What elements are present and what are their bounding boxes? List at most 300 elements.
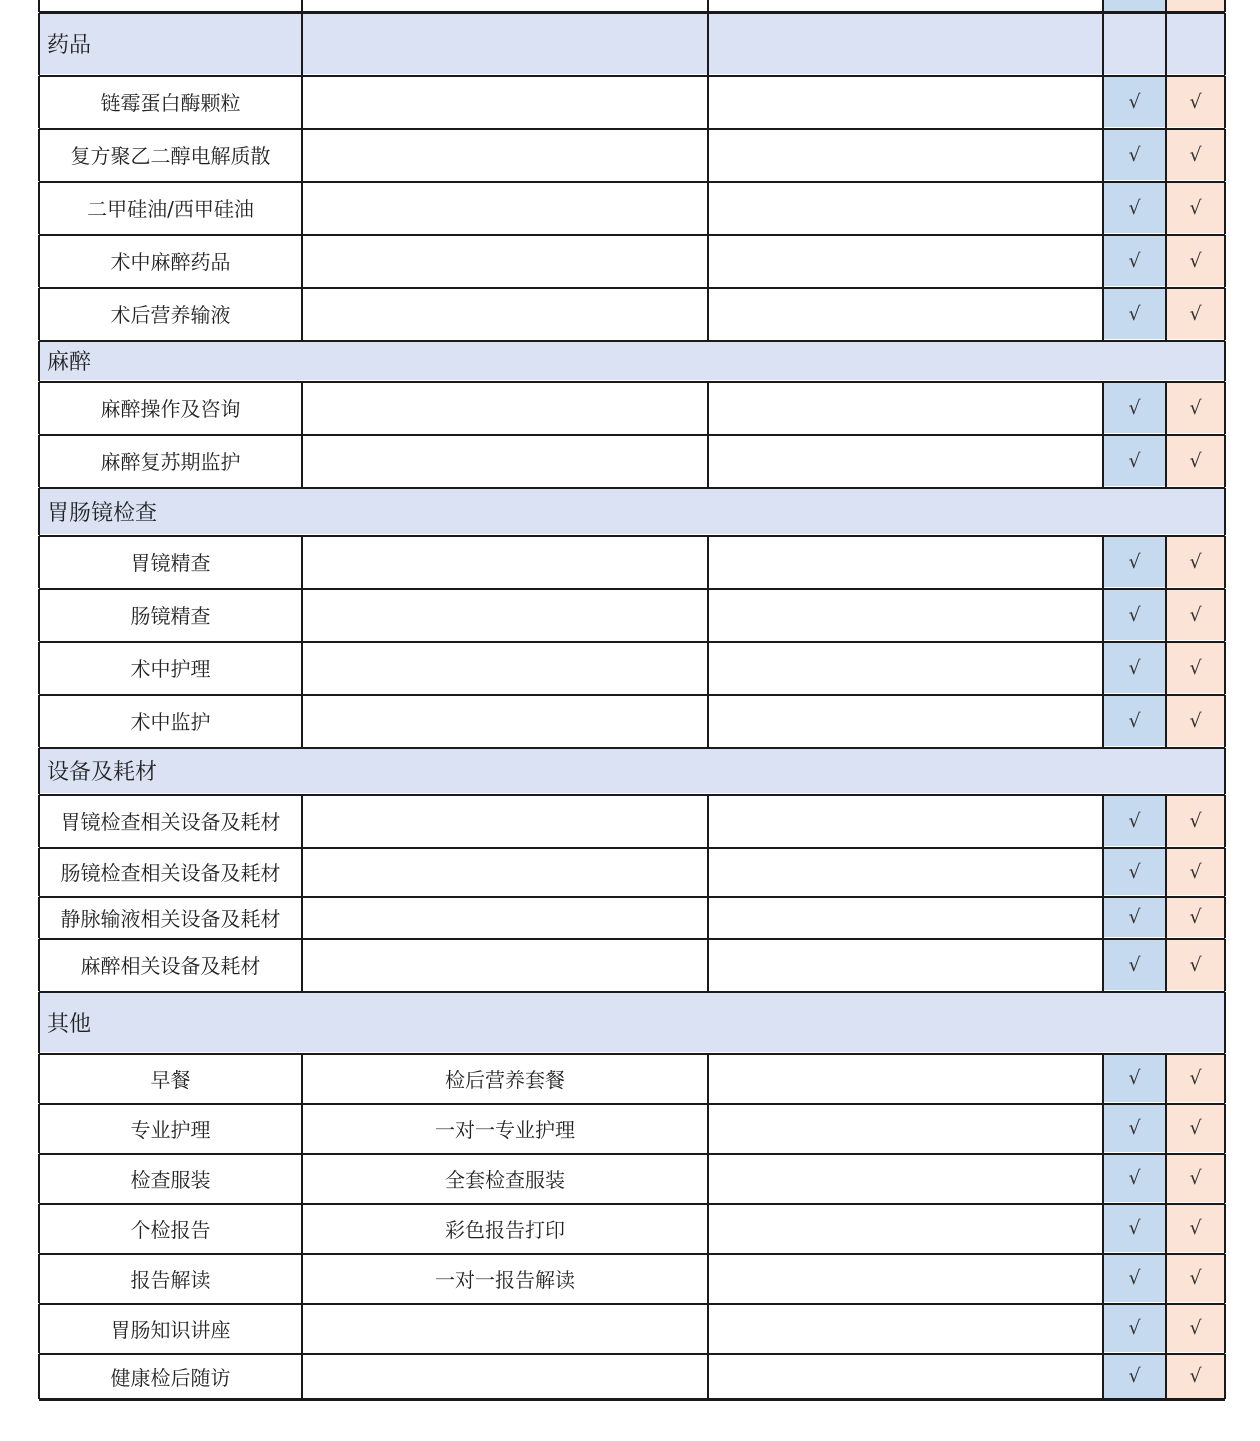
- table-divider: [39, 1203, 1225, 1205]
- table-divider: [301, 435, 303, 487]
- table-divider: [38, 1154, 40, 1203]
- table-divider: [707, 848, 709, 896]
- table-divider: [1165, 589, 1167, 641]
- table-divider: [1224, 1254, 1226, 1303]
- section-title: 设备及耗材: [47, 760, 158, 785]
- table-divider: [39, 11, 1225, 13]
- table-divider: [1224, 13, 1226, 75]
- service-note: [708, 235, 1103, 286]
- service-note: [708, 589, 1103, 640]
- table-row: [39, 1154, 1225, 1202]
- table-divider: [1102, 795, 1104, 847]
- table-divider: [1102, 1354, 1104, 1399]
- plan-b-check: √: [1166, 288, 1225, 339]
- service-note: [708, 1154, 1103, 1202]
- table-divider: [301, 695, 303, 747]
- table-row: [39, 76, 1225, 127]
- plan-b-check: √: [1166, 76, 1225, 127]
- service-item: 麻醉相关设备及耗材: [80, 954, 261, 978]
- table-divider: [38, 1104, 40, 1153]
- table-divider: [1102, 288, 1104, 340]
- table-divider: [1102, 129, 1104, 181]
- table-divider: [1165, 129, 1167, 181]
- table-divider: [39, 487, 1225, 489]
- table-divider: [39, 1153, 1225, 1155]
- table-divider: [1165, 1354, 1167, 1399]
- table-divider: [1224, 1304, 1226, 1353]
- table-row: [39, 939, 1225, 990]
- table-divider: [1224, 589, 1226, 641]
- table-divider: [39, 287, 1225, 289]
- table-divider: [1165, 1104, 1167, 1153]
- service-detail: [302, 1354, 708, 1398]
- table-divider: [1102, 1054, 1104, 1103]
- section-title: 其他: [47, 1011, 92, 1037]
- table-divider: [38, 435, 40, 487]
- service-detail: 一对一专业护理: [435, 1117, 575, 1142]
- table-divider: [301, 589, 303, 641]
- plan-a-check: √: [1103, 848, 1166, 895]
- plan-b-check: √: [1166, 1104, 1225, 1152]
- plan-b-check: √: [1166, 897, 1225, 937]
- table-row: [39, 1254, 1225, 1302]
- service-item: 胃镜检查相关设备及耗材: [60, 810, 281, 834]
- table-divider: [707, 939, 709, 991]
- plan-a-check: √: [1103, 642, 1166, 693]
- table-divider: [707, 1154, 709, 1203]
- plan-a-check: √: [1103, 1104, 1166, 1152]
- plan-a-check: √: [1103, 382, 1166, 433]
- table-divider: [1102, 642, 1104, 694]
- table-divider: [1102, 589, 1104, 641]
- table-divider: [1224, 939, 1226, 991]
- table-divider: [707, 642, 709, 694]
- table-divider: [1165, 382, 1167, 434]
- table-divider: [1165, 1054, 1167, 1103]
- service-item: 健康检后随访: [110, 1365, 231, 1390]
- service-note: [708, 897, 1103, 937]
- service-note: [708, 848, 1103, 895]
- table-divider: [1224, 288, 1226, 340]
- service-item: 个检报告: [130, 1217, 211, 1242]
- plan-a-check: √: [1103, 1254, 1166, 1302]
- service-detail: [302, 589, 708, 640]
- service-detail: 一对一报告解读: [435, 1267, 575, 1292]
- service-item: 早餐: [150, 1067, 191, 1092]
- section-title: 药品: [47, 33, 92, 58]
- plan-b-check: √: [1166, 939, 1225, 990]
- table-divider: [301, 76, 303, 128]
- table-divider: [301, 382, 303, 434]
- table-divider: [1102, 235, 1104, 287]
- table-divider: [39, 1303, 1225, 1305]
- service-detail: [302, 536, 708, 587]
- table-row: [39, 235, 1225, 286]
- table-divider: [39, 128, 1225, 130]
- table-divider: [1165, 235, 1167, 287]
- plan-a-check: √: [1103, 435, 1166, 486]
- table-divider: [1224, 129, 1226, 181]
- table-divider: [301, 848, 303, 896]
- table-divider: [1224, 1204, 1226, 1253]
- table-divider: [38, 848, 40, 896]
- table-divider: [39, 535, 1225, 537]
- table-divider: [301, 13, 303, 75]
- table-divider: [39, 896, 1225, 898]
- plan-a-cell: [1103, 0, 1166, 11]
- table-divider: [38, 748, 40, 794]
- service-note: [708, 1254, 1103, 1302]
- table-divider: [1102, 695, 1104, 747]
- table-divider: [39, 434, 1225, 436]
- table-divider: [39, 75, 1225, 77]
- service-item: 复方聚乙二醇电解质散: [70, 144, 271, 168]
- service-note: [708, 1054, 1103, 1102]
- plan-b-check: √: [1166, 848, 1225, 895]
- plan-b-check: √: [1166, 435, 1225, 486]
- service-note: [708, 1204, 1103, 1252]
- table-divider: [39, 234, 1225, 236]
- plan-a-check: √: [1103, 288, 1166, 339]
- table-divider: [39, 847, 1225, 849]
- table-divider: [1102, 1304, 1104, 1353]
- table-divider: [707, 795, 709, 847]
- table-divider: [1224, 897, 1226, 938]
- table-divider: [707, 1054, 709, 1103]
- plan-a-check: √: [1103, 695, 1166, 746]
- service-item: 术中监护: [130, 710, 211, 734]
- table-divider: [1165, 695, 1167, 747]
- plan-b-check: √: [1166, 642, 1225, 693]
- service-detail: [302, 695, 708, 746]
- table-divider: [1102, 76, 1104, 128]
- service-detail: [302, 1304, 708, 1352]
- service-item: 麻醉复苏期监护: [100, 450, 241, 474]
- section-header: [39, 748, 1225, 793]
- table-divider: [39, 794, 1225, 796]
- table-divider: [1165, 182, 1167, 234]
- service-note: [708, 695, 1103, 746]
- table-divider: [38, 288, 40, 340]
- table-divider: [1165, 1154, 1167, 1203]
- table-divider: [1224, 642, 1226, 694]
- table-row: [39, 589, 1225, 640]
- table-divider: [39, 381, 1225, 383]
- service-item: 链霉蛋白酶颗粒: [100, 91, 241, 115]
- table-divider: [301, 897, 303, 938]
- table-divider: [707, 182, 709, 234]
- table-divider: [1224, 1354, 1226, 1399]
- table-row: [39, 695, 1225, 746]
- plan-b-cell: [1166, 0, 1225, 11]
- table-divider: [38, 1204, 40, 1253]
- table-row: [39, 1204, 1225, 1252]
- service-detail: 彩色报告打印: [445, 1217, 565, 1242]
- section-header: [39, 992, 1225, 1052]
- table-divider: [38, 695, 40, 747]
- table-row: [39, 1054, 1225, 1102]
- table-divider: [707, 382, 709, 434]
- service-detail: [302, 435, 708, 486]
- table-divider: [1224, 536, 1226, 588]
- service-item: 肠镜检查相关设备及耗材: [60, 861, 281, 885]
- service-detail: [302, 642, 708, 693]
- table-divider: [1165, 435, 1167, 487]
- table-divider: [1224, 695, 1226, 747]
- table-divider: [301, 288, 303, 340]
- table-divider: [1224, 488, 1226, 535]
- table-divider: [38, 76, 40, 128]
- table-divider: [1165, 536, 1167, 588]
- table-row: [39, 129, 1225, 180]
- service-note: [708, 182, 1103, 233]
- table-divider: [1165, 939, 1167, 991]
- service-item: 报告解读: [130, 1267, 211, 1292]
- table-divider: [301, 235, 303, 287]
- table-divider: [707, 13, 709, 75]
- table-divider: [707, 129, 709, 181]
- service-item: 检查服装: [130, 1167, 211, 1192]
- section-title: 胃肠镜检查: [47, 500, 158, 526]
- table-row: [39, 435, 1225, 486]
- table-divider: [301, 1154, 303, 1203]
- service-item: 专业护理: [130, 1117, 211, 1142]
- plan-a-check: √: [1103, 1354, 1166, 1398]
- service-detail: [302, 182, 708, 233]
- table-divider: [707, 76, 709, 128]
- table-divider: [39, 181, 1225, 183]
- plan-b-check: √: [1166, 1204, 1225, 1252]
- plan-a-check: √: [1103, 76, 1166, 127]
- service-detail: 检后营养套餐: [445, 1067, 565, 1092]
- plan-a-check: √: [1103, 1204, 1166, 1252]
- table-divider: [38, 589, 40, 641]
- table-divider: [1165, 288, 1167, 340]
- table-divider: [301, 795, 303, 847]
- table-divider: [39, 1053, 1225, 1055]
- table-divider: [38, 1254, 40, 1303]
- table-divider: [1165, 642, 1167, 694]
- section-header: [39, 0, 1225, 11]
- service-note: [708, 536, 1103, 587]
- table-divider: [1165, 897, 1167, 938]
- service-item: 肠镜精查: [130, 604, 211, 628]
- table-divider: [1102, 435, 1104, 487]
- table-divider: [707, 1104, 709, 1153]
- table-divider: [1224, 1154, 1226, 1203]
- service-note: [708, 288, 1103, 339]
- table-divider: [707, 897, 709, 938]
- service-detail: [302, 288, 708, 339]
- table-divider: [39, 1253, 1225, 1255]
- table-row: [39, 848, 1225, 895]
- table-divider: [707, 589, 709, 641]
- table-row: [39, 1104, 1225, 1152]
- table-divider: [301, 1054, 303, 1103]
- table-row: [39, 382, 1225, 433]
- table-divider: [1102, 1204, 1104, 1253]
- section-header: [39, 13, 1225, 74]
- table-divider: [1224, 341, 1226, 381]
- table-divider: [1102, 848, 1104, 896]
- table-divider: [39, 991, 1225, 993]
- service-note: [708, 795, 1103, 846]
- table-divider: [1224, 748, 1226, 794]
- service-note: [708, 642, 1103, 693]
- section-header: [39, 341, 1225, 380]
- table-divider: [1102, 182, 1104, 234]
- table-divider: [1165, 13, 1167, 75]
- plan-a-check: √: [1103, 235, 1166, 286]
- service-item: 胃镜精查: [130, 551, 211, 575]
- table-divider: [38, 235, 40, 287]
- plan-b-check: √: [1166, 1254, 1225, 1302]
- section-title: 麻醉: [47, 350, 92, 375]
- table-divider: [39, 1398, 1225, 1401]
- service-detail: [302, 235, 708, 286]
- plan-b-check: √: [1166, 695, 1225, 746]
- service-note: [708, 382, 1103, 433]
- service-detail: [302, 76, 708, 127]
- service-detail: [302, 897, 708, 937]
- service-note: [708, 1304, 1103, 1352]
- table-divider: [707, 1304, 709, 1353]
- service-item: 术中护理: [130, 657, 211, 681]
- service-detail: [302, 795, 708, 846]
- service-note: [708, 76, 1103, 127]
- table-divider: [1102, 1254, 1104, 1303]
- table-divider: [301, 129, 303, 181]
- table-divider: [1165, 76, 1167, 128]
- table-divider: [301, 182, 303, 234]
- service-item: 静脉输液相关设备及耗材: [60, 906, 281, 931]
- plan-a-check: √: [1103, 897, 1166, 937]
- table-divider: [38, 642, 40, 694]
- service-note: [708, 435, 1103, 486]
- plan-a-check: √: [1103, 589, 1166, 640]
- table-row: [39, 1354, 1225, 1398]
- plan-b-check: √: [1166, 589, 1225, 640]
- plan-b-check: √: [1166, 182, 1225, 233]
- table-divider: [38, 182, 40, 234]
- plan-b-check: √: [1166, 536, 1225, 587]
- table-divider: [301, 1104, 303, 1153]
- table-row: [39, 642, 1225, 693]
- service-detail: [302, 848, 708, 895]
- table-divider: [38, 795, 40, 847]
- table-divider: [39, 588, 1225, 590]
- table-divider: [1102, 897, 1104, 938]
- service-item: 麻醉操作及咨询: [100, 397, 241, 421]
- table-divider: [301, 642, 303, 694]
- table-divider: [1102, 1154, 1104, 1203]
- service-item: 术中麻醉药品: [110, 250, 231, 274]
- table-divider: [707, 288, 709, 340]
- table-divider: [1224, 992, 1226, 1053]
- plan-a-check: √: [1103, 1054, 1166, 1102]
- service-note: [708, 1354, 1103, 1398]
- table-divider: [38, 992, 40, 1053]
- table-divider: [38, 488, 40, 535]
- table-divider: [38, 13, 40, 75]
- table-divider: [38, 341, 40, 381]
- plan-b-check: √: [1166, 1154, 1225, 1202]
- table-divider: [39, 938, 1225, 940]
- table-divider: [301, 1354, 303, 1399]
- table-divider: [1165, 795, 1167, 847]
- table-divider: [707, 536, 709, 588]
- plan-b-check: √: [1166, 1354, 1225, 1398]
- service-detail: 全套检查服装: [445, 1167, 565, 1192]
- plan-a-check: √: [1103, 939, 1166, 990]
- table-divider: [39, 340, 1225, 342]
- table-divider: [1165, 1304, 1167, 1353]
- table-divider: [707, 1354, 709, 1399]
- table-divider: [38, 939, 40, 991]
- table-divider: [1224, 76, 1226, 128]
- section-header: [39, 488, 1225, 534]
- table-divider: [301, 939, 303, 991]
- table-divider: [39, 1353, 1225, 1355]
- table-divider: [38, 1354, 40, 1399]
- table-divider: [707, 435, 709, 487]
- table-divider: [1224, 182, 1226, 234]
- plan-a-check: √: [1103, 182, 1166, 233]
- plan-b-check: √: [1166, 1304, 1225, 1352]
- table-divider: [1102, 939, 1104, 991]
- table-divider: [301, 1204, 303, 1253]
- table-divider: [1165, 848, 1167, 896]
- table-divider: [301, 1254, 303, 1303]
- service-note: [708, 129, 1103, 180]
- service-note: [708, 939, 1103, 990]
- table-divider: [39, 1103, 1225, 1105]
- plan-a-check: √: [1103, 795, 1166, 846]
- table-divider: [707, 695, 709, 747]
- table-divider: [39, 694, 1225, 696]
- table-divider: [1224, 1104, 1226, 1153]
- table-divider: [1224, 1054, 1226, 1103]
- service-item: 胃肠知识讲座: [110, 1317, 231, 1342]
- table-divider: [1224, 435, 1226, 487]
- service-detail: [302, 382, 708, 433]
- table-divider: [301, 536, 303, 588]
- plan-a-check: √: [1103, 129, 1166, 180]
- table-row: [39, 182, 1225, 233]
- plan-b-check: √: [1166, 235, 1225, 286]
- table-divider: [301, 1304, 303, 1353]
- table-row: [39, 536, 1225, 587]
- plan-b-check: √: [1166, 382, 1225, 433]
- table-divider: [39, 641, 1225, 643]
- table-row: [39, 795, 1225, 846]
- table-divider: [707, 1204, 709, 1253]
- service-detail: [302, 939, 708, 990]
- table-divider: [1165, 1254, 1167, 1303]
- table-divider: [38, 1304, 40, 1353]
- table-divider: [38, 1054, 40, 1103]
- table-divider: [1224, 795, 1226, 847]
- table-row: [39, 897, 1225, 937]
- table-divider: [38, 897, 40, 938]
- table-row: [39, 288, 1225, 339]
- table-divider: [1102, 13, 1104, 75]
- table-row: [39, 1304, 1225, 1352]
- plan-b-check: √: [1166, 795, 1225, 846]
- table-divider: [1102, 382, 1104, 434]
- table-divider: [38, 536, 40, 588]
- plan-a-check: √: [1103, 536, 1166, 587]
